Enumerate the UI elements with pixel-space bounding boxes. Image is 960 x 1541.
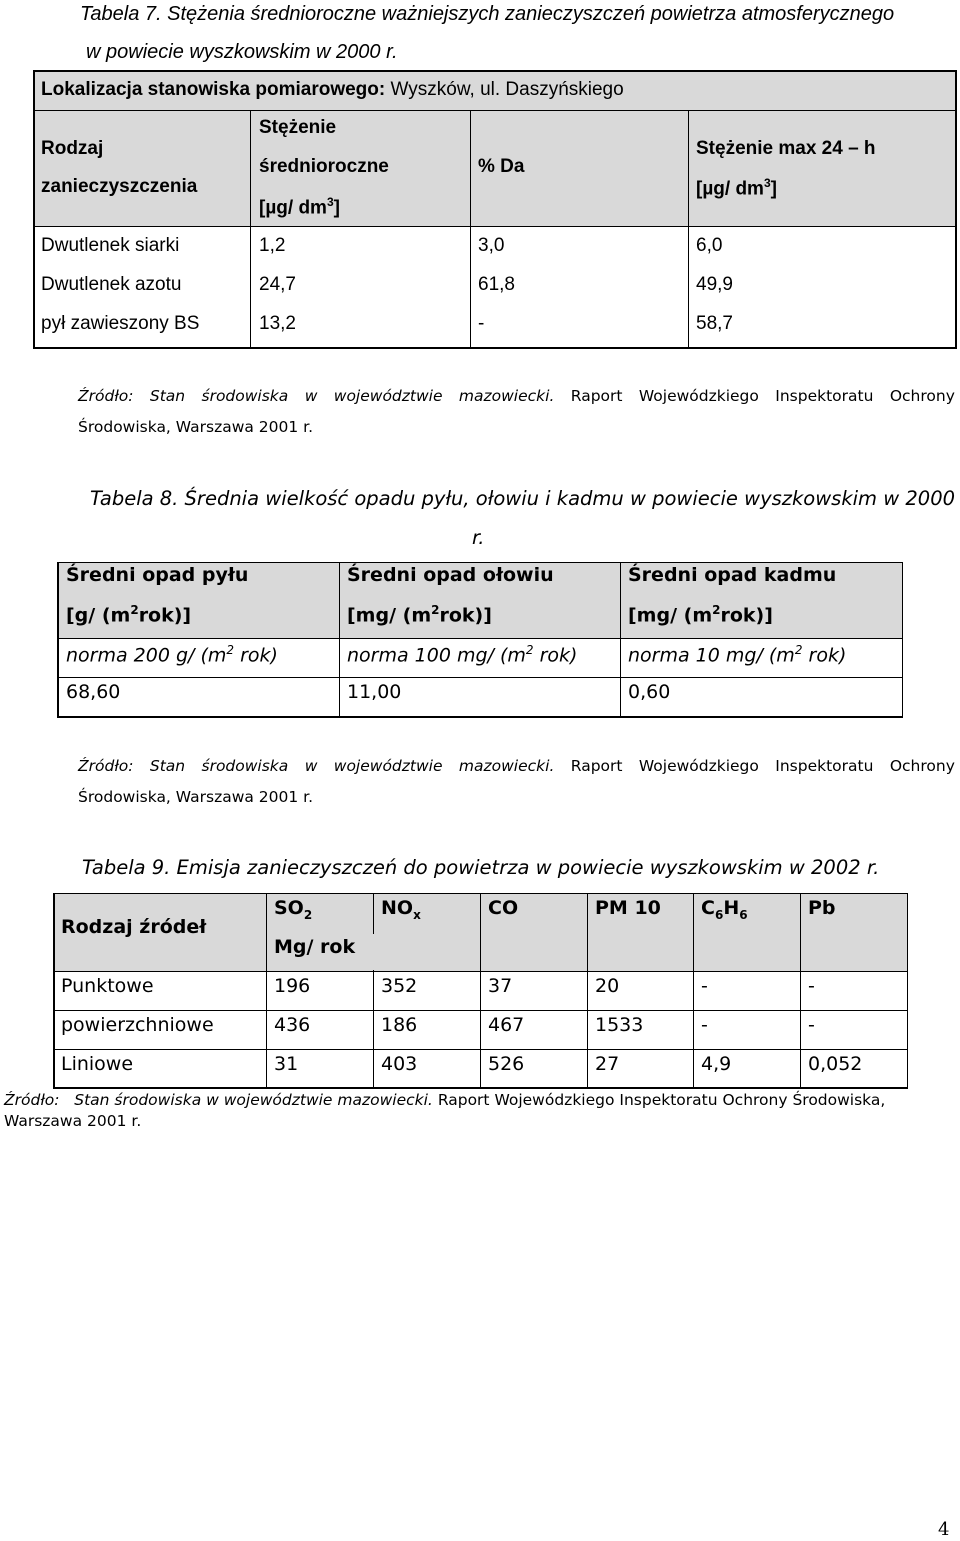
cell: - [808,1014,815,1036]
location-value: Wyszków, ul. Daszyńskiego [390,79,624,100]
header-pb: Pb [808,897,836,919]
header-so2: $SO_2$ [274,897,313,922]
table7-caption-line2: w powiecie wyszkowskim w 2000 r. [86,41,398,63]
header-max-line1: Stężenie max 24 – h [696,138,876,159]
cell: 526 [488,1053,525,1075]
row-name: pył zawieszony BS [41,313,200,334]
header-type-line2: zanieczyszczenia [41,176,198,197]
header-nox: $NO_x$ [381,897,421,922]
row-max: 58,7 [696,313,733,334]
cell: 0,052 [808,1053,863,1075]
row-da: - [478,313,485,334]
header-conc-line1: Stężenie [259,117,337,138]
source-note-2: Źródło: Stan środowiska w województwie mazowiecki. Raport Wojewódzkiego Inspektoratu Ochrony Środowiska, Warszawa 2001 r. [78,757,955,806]
source-note-1: Źródło: Stan środowiska w województwie mazowiecki. Raport Wojewódzkiego Inspektoratu Ochrony Środowiska, Warszawa 2001 r. [78,387,955,436]
row-avg: 24,7 [259,274,296,295]
row-name: Liniowe [61,1053,134,1075]
cell: 31 [274,1053,299,1075]
cell: 4,9 [701,1053,732,1075]
cell: 27 [595,1053,620,1075]
table8-caption-line1: Tabela 8. Średnia wielkość opadu pyłu, ołowiu i kadmu w powiecie wyszkowskim w 2000 [90,487,956,510]
cell: 196 [274,975,311,997]
row-avg: 1,2 [259,235,286,256]
row-max: 6,0 [696,235,723,256]
cell: 436 [274,1014,311,1036]
cell: - [701,1014,708,1036]
header-da: % Da [478,156,525,177]
header-type-line1: Rodzaj [41,138,104,159]
value-lead: 11,00 [347,681,402,703]
value-cadmium: 0,60 [628,681,671,703]
row-name: powierzchniowe [61,1014,214,1036]
page-number: 4 [938,1519,950,1540]
header-lead: Średni opad ołowiu [347,564,554,586]
source-label: Źródło: [78,387,134,405]
table7-caption-line1: Tabela 7. Stężenia średnioroczne ważniejszych zanieczyszczeń powietrza atmosferycznego [80,3,895,25]
cell: 37 [488,975,513,997]
header-conc-line2: średnioroczne [259,156,389,177]
cell: 467 [488,1014,525,1036]
cell: 352 [381,975,418,997]
header-max-unit: [µg/ $dm^3$] [696,176,777,200]
header-lead-unit: [mg/ $(m^2rok)$] [347,603,492,627]
row-name: Dwutlenek azotu [41,274,182,295]
cell: - [701,975,708,997]
cell: 403 [381,1053,418,1075]
header-source-type: Rodzaj źródeł [61,916,207,938]
row-avg: 13,2 [259,313,296,334]
value-dust: 68,60 [66,681,121,703]
norm-lead: norma 100 mg/ ($m^2$ rok) [347,643,578,667]
header-dust: Średni opad pyłu [66,564,249,586]
norm-dust: norma 200 g/ ($m^2$ rok) [66,643,278,667]
header-c6h6: $C_6H_6$ [701,897,748,922]
norm-cadmium: norma 10 mg/ ($m^2$ rok) [628,643,847,667]
table9-caption: Tabela 9. Emisja zanieczyszczeń do powietrza w powiecie wyszkowskim w 2002 r. [82,856,880,879]
source-note-3: Źródło: Stan środowiska w województwie mazowiecki. Raport Wojewódzkiego Inspektoratu Ochrony Środowiska, Warszawa 2001 r. [4,1091,886,1130]
header-unit: Mg/ rok [274,936,356,958]
cell: 20 [595,975,620,997]
header-cadmium: Średni opad kadmu [628,564,837,586]
header-pm10: PM 10 [595,897,661,919]
cell: - [808,975,815,997]
row-da: 61,8 [478,274,515,295]
row-name: Dwutlenek siarki [41,235,180,256]
row-da: 3,0 [478,235,505,256]
header-dust-unit: [g/ $(m^2rok)$] [66,603,192,627]
table8-caption-line2: r. [472,526,485,549]
location-row [41,80,624,99]
row-max: 49,9 [696,274,733,295]
location-label: Lokalizacja stanowiska pomiarowego: [41,79,386,100]
cell: 1533 [595,1014,644,1036]
row-name: Punktowe [61,975,154,997]
header-cadmium-unit: [mg/ $(m^2rok)$] [628,603,773,627]
header-conc-unit: [µg/ $dm^3$] [259,195,340,219]
header-co: CO [488,897,519,919]
source-line2: Środowiska, Warszawa 2001 r. [78,417,314,436]
cell: 186 [381,1014,418,1036]
